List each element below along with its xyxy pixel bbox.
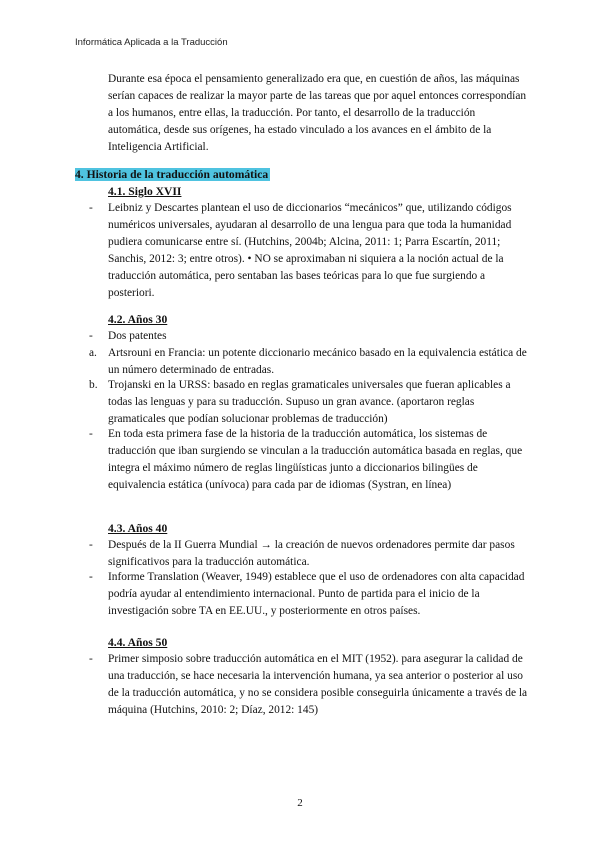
list-item (75, 328, 533, 345)
list-marker: - (89, 330, 93, 342)
subsection-title-4-2: 4.2. Años 30 (108, 313, 168, 326)
section-heading-text: 4. Historia de la traducción automática (75, 168, 269, 181)
subsection-title-4-4: 4.4. Años 50 (108, 636, 168, 649)
list-item-text: Artsrouni en Francia: un potente diccionario mecánico basado en la equivalencia estática de un número determinado de entradas. (108, 347, 527, 376)
list-item-text: Trojanski en la URSS: basado en reglas gramaticales universales que fueran aplicables a todas las lenguas y para su traducción. Supuso un gran avance. (aportaron reglas gramaticales que podían solucionar problemas de traducción) (108, 379, 511, 425)
list-item-text: Leibniz y Descartes plantean el uso de diccionarios “mecánicos” que, utilizando códigos numéricos universales, ayudaran al desarrollo de una lengua para que toda la humanidad pudiera comunicarse entre sí. (Hutchins, 2004b; Alcina, 2011: 1; Parra Escartín, 2011; Sanchis, 2012: 3; entre otros). • NO se aproximaban ni siquiera a la noción actual de la traducción automática, pero sentaban las bases teóricas para lo que fue surgiendo a posteriori. (108, 202, 512, 299)
list-item (75, 377, 533, 428)
list-marker: - (89, 428, 93, 440)
list-marker: - (89, 539, 93, 551)
subsection-title-4-1: 4.1. Siglo XVII (108, 185, 182, 198)
list-item-text: Después de la II Guerra Mundial → la creación de nuevos ordenadores permite dar pasos significativos para la traducción automática. (108, 539, 515, 568)
list-marker: b. (89, 379, 98, 391)
list-item (75, 426, 533, 494)
list-marker: - (89, 653, 93, 665)
subsection-title-4-3: 4.3. Años 40 (108, 522, 168, 535)
list-item-text: Primer simposio sobre traducción automática en el MIT (1952). para asegurar la calidad de una traducción, se hace necesaria la intervención humana, ya sea anterior o posterior al uso de la traducción automática, y no se considera posible conseguirla únicamente a través de la máquina (Hutchins, 2010: 2; Díaz, 2012: 145) (108, 653, 528, 716)
running-header: Informática Aplicada a la Traducción (75, 37, 228, 48)
list-marker: a. (89, 347, 97, 359)
intro-paragraph: Durante esa época el pensamiento generalizado era que, en cuestión de años, las máquinas serían capaces de realizar la mayor parte de las tareas que por aquel entonces correspondían a los humanos, entre ellas, la traducción. Por tanto, el desarrollo de la traducción automática, desde sus orígenes, ha estado vinculado a los avances en el ámbito de la Inteligencia Artificial. (108, 73, 527, 153)
list-item (75, 200, 533, 302)
list-marker: - (89, 571, 93, 583)
list-item (75, 345, 533, 379)
list-item (75, 537, 533, 571)
list-item (75, 651, 533, 719)
page-number: 2 (297, 797, 303, 809)
list-item-text: Informe Translation (Weaver, 1949) establece que el uso de ordenadores con alta capacidad podría ayudar al entendimiento internacional. Punto de partida para el inicio de la investigación sobre TA en EE.UU., y posteriormente en otros países. (108, 571, 525, 617)
section-heading (75, 166, 270, 183)
list-item-text: En toda esta primera fase de la historia de la traducción automática, los sistemas de traducción que iban surgiendo se vinculan a la traducción automática basada en reglas, que integra el máximo número de reglas lingüísticas junto a diccionarios bilingües de equivalencia estática (unívoca) para cada par de idiomas (Systran, en línea) (108, 428, 523, 491)
list-item (75, 569, 533, 620)
list-item-text: Dos patentes (108, 330, 167, 342)
list-marker: - (89, 202, 93, 214)
